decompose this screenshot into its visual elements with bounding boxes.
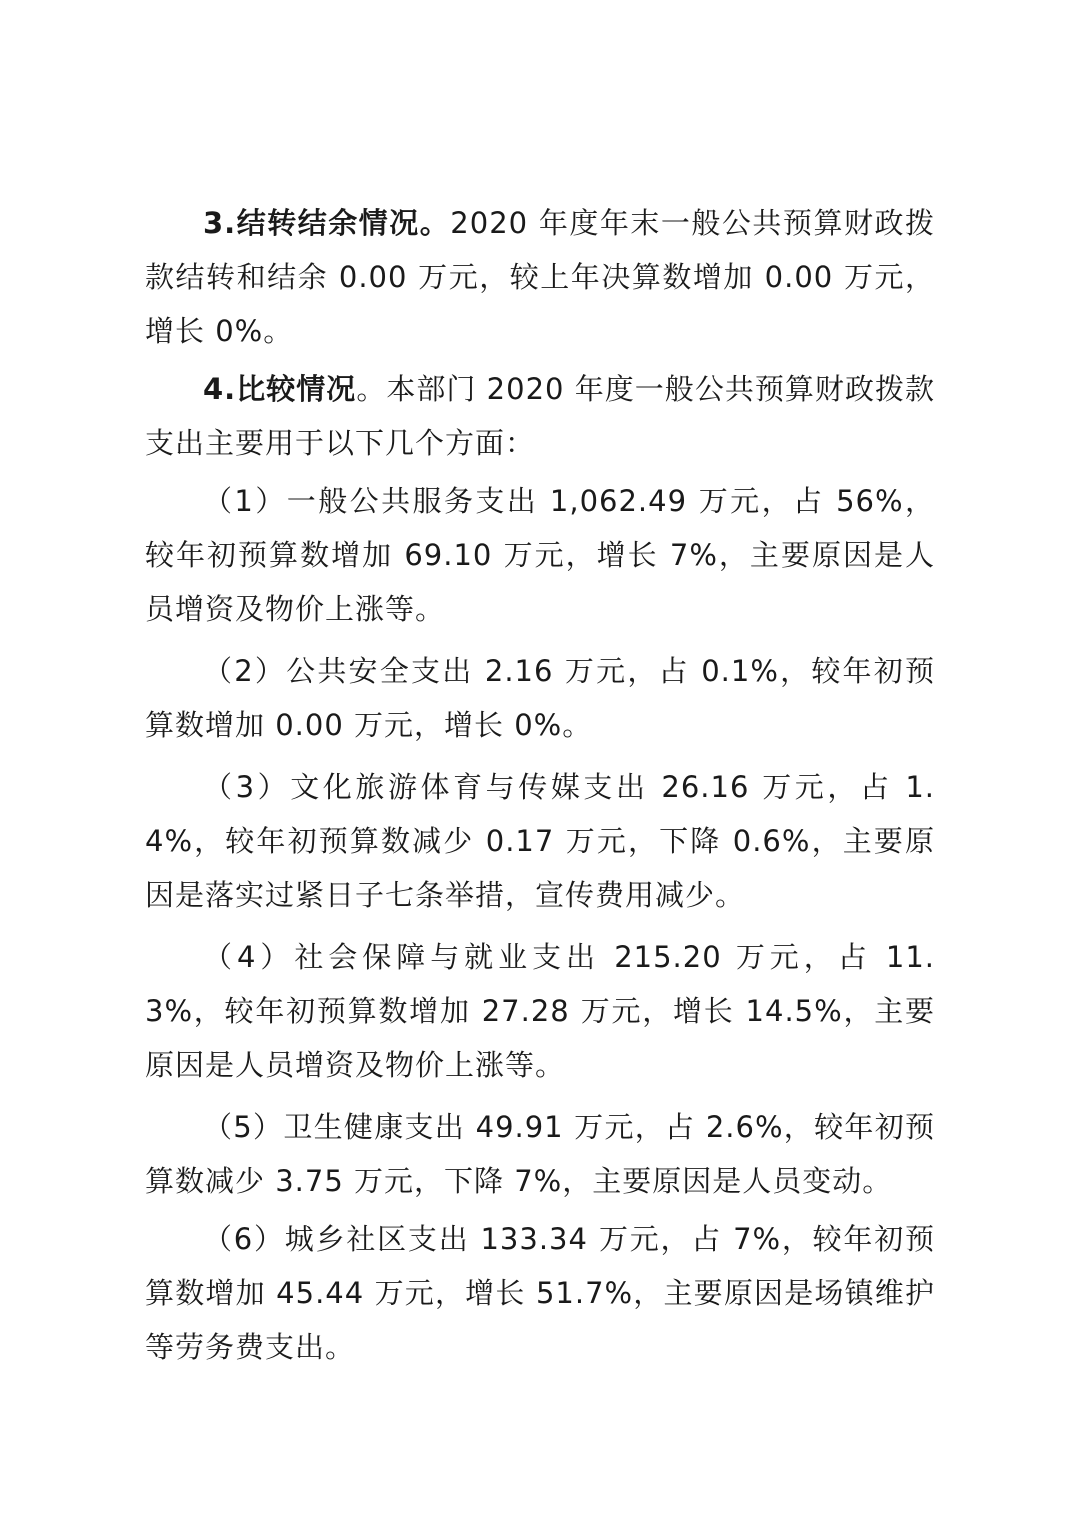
heading-comparison: 4.比较情况 <box>203 372 357 406</box>
list-item-general-public-services: （1）一般公共服务支出 1,062.49 万元，占 56%，较年初预算数增加 69.10 万元，增长 7%，主要原因是人员增资及物价上涨等。 <box>145 484 935 626</box>
heading-carryover: 3.结转结余情况。 <box>203 206 451 240</box>
list-item-health: （5）卫生健康支出 49.91 万元，占 2.6%，较年初预算数减少 3.75 万元，下降 7%，主要原因是人员变动。 <box>145 1110 935 1198</box>
list-item-urban-rural-community: （6）城乡社区支出 133.34 万元，占 7%，较年初预算数增加 45.44 万元，增长 51.7%，主要原因是场镇维护等劳务费支出。 <box>145 1222 935 1364</box>
paragraph-carryover <box>145 196 935 358</box>
text-comparison: 。本部门 2020 年度一般公共预算财政拨款支出主要用于以下几个方面： <box>145 372 935 460</box>
list-item-social-security-employment: （4）社会保障与就业支出 215.20 万元，占 11.3%，较年初预算数增加 27.28 万元，增长 14.5%，主要原因是人员增资及物价上涨等。 <box>145 940 935 1082</box>
document-body <box>145 196 935 1374</box>
text-carryover: 2020 年度年末一般公共预算财政拨款结转和结余 0.00 万元，较上年决算数增加 0.00 万元，增长 0%。 <box>145 206 935 348</box>
paragraph-comparison <box>145 362 935 470</box>
list-item-culture-tourism-sports-media: （3）文化旅游体育与传媒支出 26.16 万元，占 1.4%，较年初预算数减少 0.17 万元，下降 0.6%，主要原因是落实过紧日子七条举措，宣传费用减少。 <box>145 770 935 912</box>
list-item-public-security: （2）公共安全支出 2.16 万元，占 0.1%，较年初预算数增加 0.00 万元，增长 0%。 <box>145 654 935 742</box>
